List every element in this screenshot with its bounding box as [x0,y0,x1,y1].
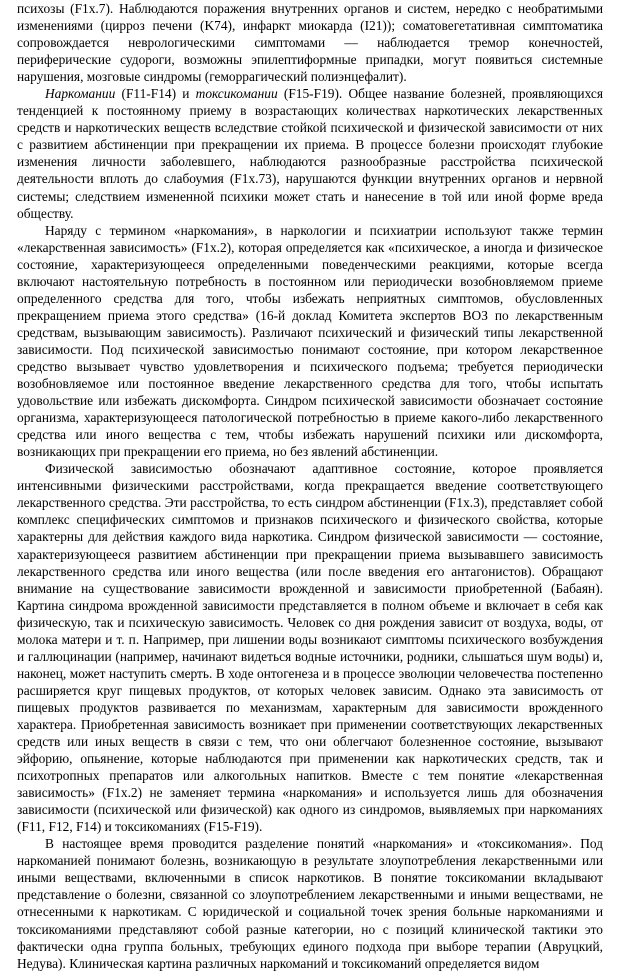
paragraph-narcomania-vs-toxicomania: В настоящее время проводится разделение понятий «наркомания» и «токсикомания». Под наркоманией понимают болезнь, возникающую в результате злоупотребления лекарственными или иными веществами, включенными в список наркотиков. В понятие токсикомании вкладывают представление о болезни, связанной со злоупотреблением лекарственными и иными веществами, не отнесенными к наркотикам. С юридической и социальной точек зрения больные наркоманиями и токсикоманиями представляют собой разные категории, но с позиций клинической тактики это фактически одна группа больных, требующих единого подхода при выборе терапии (Авруцкий, Недува). Клиническая картина различных наркоманий и токсикоманий определяется видом [17,836,603,971]
term-codes: (F11-F14) и [115,86,196,102]
paragraph-narcomania-text: (F15-F19). Общее название болезней, проявляющихся тенденцией к постоянному приему в возрастающих количествах наркотических лекарственных средств и наркотических веществ вследствие стойкой психической и физической зависимости от них с развитием абстиненции при прекращении их приема. В процессе болезни происходят глубокие изменения личности заболевшего, наблюдаются разнообразные расстройства психической деятельности вплоть до слабоумия (F1x.73), нарушаются функции внутренних органов и нервной системы; следствием измененной психики может стать и нанесение в той или иной форме вреда обществу. [17,86,603,221]
term-toxicomania: токсикомании [195,86,278,102]
term-narcomania: Наркомании [45,86,116,102]
document-page [17,0,603,972]
paragraph-psychoses: психозы (F1x.7). Наблюдаются поражения внутренних органов и систем, нередко с необратимыми изменениями (цирроз печени (K74), инфаркт миокарда (I21)); соматовегетативная симптоматика сопровождается неврологическими симптомами — наблюдается тремор конечностей, периферические судороги, возможны эпилептиформные припадки, могут появиться системные нарушения, мозговые синдромы (геморрагический полиэнцефалит). [17,1,603,85]
paragraph-drug-dependence: Наряду с термином «наркомания», в наркологии и психиатрии используют также термин «лекарственная зависимость» (F1x.2), которая определяется как «психическое, а иногда и физическое состояние, характеризующееся определенными поведенческими реакциями, которые всегда включают настоятельную потребность в постоянном или периодически возобновляемом приеме определенного средства для того, чтобы избежать неприятных симптомов, обусловленных прекращением приема этого средства» (16-й доклад Комитета экспертов ВОЗ по лекарственным средствам, вызывающим зависимость). Различают психический и физический типы лекарственной зависимости. Под психической зависимостью понимают состояние, при котором лекарственное средство вызывает чувство удовлетворения и психического подъема; требуется периодически возобновляемое или постоянное введение лекарственного средства для того, чтобы испытать удовольствие или избежать дискомфорта. Синдром психической зависимости обозначает состояние организма, характеризующееся патологической потребностью в приеме какого-либо лекарственного средства или иного вещества с тем, чтобы избежать нарушений психики или дискомфорта, возникающих при прекращении его приема, но без явлений абстиненции. [17,222,603,460]
paragraph-narcomania-definition [17,85,603,221]
paragraph-physical-dependence: Физической зависимостью обозначают адаптивное состояние, которое проявляется интенсивными физическими расстройствами, когда прекращается введение соответствующего лекарственного средства. Эти расстройства, то есть синдром абстиненции (F1x.3), представляет собой комплекс специфических симптомов и признаков психического и физического свойства, которые характерны для действия каждого вида наркотика. Синдром физической зависимости — состояние, характеризующееся развитием абстиненции при прекращении приема вызывавшего зависимость лекарственного средства или иного вещества (или после введения его антагонистов). Обращают внимание на существование зависимости врожденной и зависимости приобретенной (Бабаян). Картина синдрома врожденной зависимости представляется в полном объеме и включает в себя как физическую, так и психическую зависимость. Человек со дня рождения зависит от воздуха, воды, от молока матери и т. п. Например, при лишении воды возникают симптомы психического возбуждения и галлюцинации (например, начинают видеться водные источники, родники, слышаться шум воды) и, наконец, может наступить смерть. В ходе онтогенеза и в процессе эволюции человечества постепенно расширяется круг пищевых продуктов, от которых человек зависим. Однако эта зависимость от пищевых продуктов развивается по механизмам, характерным для зависимости врожденного характера. Приобретенная зависимость возникает при применении соответствующих лекарственных средств или иных веществ в связи с тем, что они облегчают болезненное состояние, вызывают эйфорию, опьянение, которые наблюдаются при применении как наркотических средств, так и психотропных препаратов или алкогольных напитков. Вместе с тем понятие «лекарственная зависимость» (F1x.2) не заменяет термина «наркомания» и используется лишь для обозначения зависимости (психической или физической) как одного из синдромов, выявляемых при наркоманиях (F11, F12, F14) и токсикоманиях (F15-F19). [17,461,603,835]
